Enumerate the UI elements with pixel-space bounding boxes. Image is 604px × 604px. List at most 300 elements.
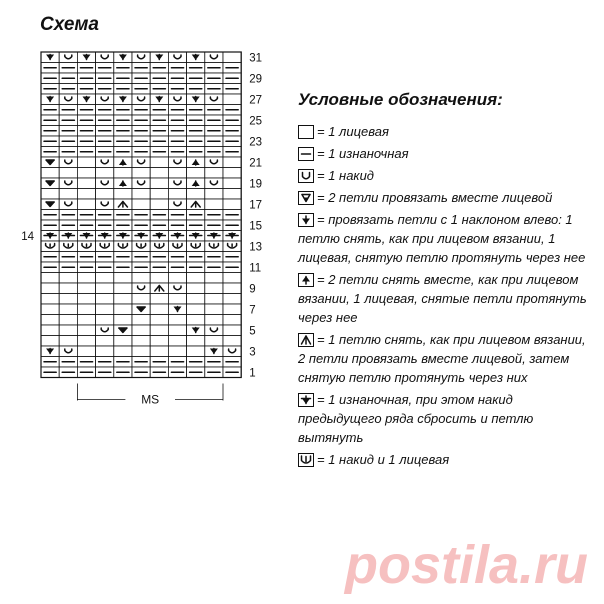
k2tog-cell — [132, 304, 150, 315]
purl-cell — [168, 73, 186, 84]
knit-cell — [59, 325, 77, 336]
chart-row — [41, 262, 241, 273]
legend-item — [298, 144, 588, 163]
purl-cell — [168, 84, 186, 95]
purl-cell — [114, 262, 132, 273]
row-number: 3 — [249, 346, 256, 359]
knit-cell — [223, 304, 241, 315]
knit-cell — [223, 168, 241, 179]
yarn-over-cell — [96, 325, 114, 336]
purl-cell — [168, 252, 186, 263]
purl-cell — [77, 105, 95, 116]
yarn-over-cell — [59, 178, 77, 189]
central-double-decrease-cell — [187, 157, 205, 168]
knit-cell — [223, 189, 241, 200]
purl-cell — [96, 367, 114, 378]
knit-cell — [168, 315, 186, 326]
knit-cell — [114, 168, 132, 179]
purl-cell — [77, 136, 95, 147]
knit-cell — [59, 315, 77, 326]
yarn-over-knit-cell — [223, 241, 241, 252]
chart-row — [41, 210, 241, 221]
legend-text: = 1 петлю снять, как при лицевом вязании, 2 петли провязать вместе лицевой, затем снятую петлю протянуть через них — [298, 332, 586, 385]
knit-cell — [77, 315, 95, 326]
k2tog-cell — [114, 325, 132, 336]
knit-cell — [77, 199, 95, 210]
chart-row — [41, 157, 241, 168]
purl-cell — [59, 84, 77, 95]
purl-cell — [96, 210, 114, 221]
chart-row — [41, 346, 241, 357]
legend-item — [298, 210, 588, 267]
purl-cell — [168, 147, 186, 158]
purl-cell — [59, 262, 77, 273]
row-number: 21 — [249, 157, 262, 170]
knit-symbol-icon — [298, 125, 314, 139]
knit-cell — [205, 273, 223, 284]
purl-cell — [96, 252, 114, 263]
knit-cell — [168, 294, 186, 305]
row-number: 23 — [249, 136, 262, 149]
purl-cell — [205, 367, 223, 378]
knit-cell — [150, 189, 168, 200]
legend-text: = 1 изнаночная, при этом накид предыдущего ряда сбросить и петлю вытянуть — [298, 392, 534, 445]
chart-row — [41, 189, 241, 200]
purl-cell — [77, 115, 95, 126]
purl-cell — [205, 210, 223, 221]
yarn-over-knit-cell — [114, 241, 132, 252]
purl-cell — [132, 115, 150, 126]
knit-cell — [41, 325, 59, 336]
purl-drop-cell — [96, 231, 114, 242]
yarn-over-knit-cell — [41, 241, 59, 252]
yarn-over-cell — [168, 178, 186, 189]
purl-cell — [223, 126, 241, 137]
yarn-over-cell — [59, 157, 77, 168]
purl-cell — [150, 210, 168, 221]
decrease-left-cell — [77, 94, 95, 105]
chart-row — [41, 357, 241, 368]
knit-cell — [41, 315, 59, 326]
purl-cell — [132, 262, 150, 273]
knit-cell — [150, 199, 168, 210]
chart-row — [41, 84, 241, 95]
knit-cell — [205, 294, 223, 305]
knit-cell — [150, 178, 168, 189]
decrease-left-cell — [187, 325, 205, 336]
purl-cell — [114, 252, 132, 263]
purl-cell — [132, 252, 150, 263]
purl-cell — [187, 357, 205, 368]
knit-cell — [205, 283, 223, 294]
purl-drop-cell — [59, 231, 77, 242]
purl-cell — [150, 220, 168, 231]
decrease-left-cell — [41, 52, 59, 63]
purl-drop-cell — [205, 231, 223, 242]
chart-row — [41, 199, 241, 210]
purl-cell — [59, 105, 77, 116]
knit-cell — [114, 346, 132, 357]
row-number: 27 — [249, 94, 262, 107]
knit-cell — [223, 315, 241, 326]
purl-cell — [96, 73, 114, 84]
purl-cell — [41, 357, 59, 368]
chart-row — [41, 73, 241, 84]
yarn-over-cell — [96, 94, 114, 105]
chart-row — [41, 273, 241, 284]
yarn-over-cell — [96, 52, 114, 63]
legend-item — [298, 188, 588, 207]
yarn-over-cell — [96, 157, 114, 168]
purl-cell — [59, 367, 77, 378]
legend-text: = 1 накид — [317, 168, 374, 183]
knit-cell — [205, 168, 223, 179]
purl-cell — [41, 367, 59, 378]
purl-cell — [59, 73, 77, 84]
decrease-left-cell — [41, 94, 59, 105]
knit-cell — [132, 294, 150, 305]
slip-k2tog-psso-symbol-icon — [298, 333, 314, 347]
knit-cell — [187, 294, 205, 305]
decrease-left-symbol-icon — [298, 213, 314, 227]
central-double-decrease-cell — [187, 178, 205, 189]
purl-drop-symbol-icon — [298, 393, 314, 407]
knit-cell — [168, 189, 186, 200]
purl-cell — [59, 126, 77, 137]
chart-row — [41, 315, 241, 326]
row-number: 14 — [21, 231, 34, 243]
knit-cell — [77, 294, 95, 305]
yarn-over-cell — [205, 178, 223, 189]
purl-cell — [59, 252, 77, 263]
purl-cell — [41, 105, 59, 116]
purl-cell — [150, 252, 168, 263]
yarn-over-cell — [59, 346, 77, 357]
chart-row — [41, 294, 241, 305]
knit-cell — [187, 283, 205, 294]
yarn-over-cell — [59, 52, 77, 63]
purl-cell — [96, 105, 114, 116]
yarn-over-cell — [96, 178, 114, 189]
purl-cell — [205, 147, 223, 158]
legend-item — [298, 270, 588, 327]
row-number: 31 — [249, 52, 262, 65]
decrease-left-cell — [41, 346, 59, 357]
k2tog-cell — [41, 157, 59, 168]
purl-cell — [223, 84, 241, 95]
purl-cell — [132, 105, 150, 116]
purl-drop-cell — [77, 231, 95, 242]
purl-cell — [187, 210, 205, 221]
knit-cell — [59, 294, 77, 305]
purl-cell — [96, 220, 114, 231]
purl-cell — [77, 252, 95, 263]
knit-cell — [59, 168, 77, 179]
chart-row — [41, 220, 241, 231]
knit-cell — [114, 304, 132, 315]
purl-cell — [150, 357, 168, 368]
legend-title: Условные обозначения: — [298, 90, 503, 109]
purl-drop-cell — [132, 231, 150, 242]
knit-cell — [168, 336, 186, 347]
purl-cell — [77, 220, 95, 231]
purl-cell — [187, 220, 205, 231]
knit-cell — [205, 189, 223, 200]
chart-row — [41, 241, 241, 252]
knit-cell — [205, 315, 223, 326]
purl-cell — [41, 84, 59, 95]
purl-cell — [223, 105, 241, 116]
chart-row — [41, 336, 241, 347]
purl-cell — [187, 252, 205, 263]
yarn-over-knit-cell — [168, 241, 186, 252]
knit-cell — [223, 157, 241, 168]
purl-drop-cell — [150, 231, 168, 242]
knit-cell — [223, 325, 241, 336]
knit-cell — [77, 178, 95, 189]
purl-cell — [114, 73, 132, 84]
purl-cell — [77, 63, 95, 74]
legend-text: = 1 лицевая — [317, 124, 389, 139]
purl-drop-cell — [187, 231, 205, 242]
knit-cell — [187, 346, 205, 357]
slip-k2tog-psso-cell — [114, 199, 132, 210]
purl-cell — [223, 147, 241, 158]
knit-cell — [114, 273, 132, 284]
knit-cell — [77, 304, 95, 315]
knit-cell — [77, 346, 95, 357]
knit-cell — [187, 168, 205, 179]
purl-cell — [41, 126, 59, 137]
yarn-over-knit-cell — [59, 241, 77, 252]
knit-cell — [96, 168, 114, 179]
yarn-over-knit-cell — [205, 241, 223, 252]
purl-cell — [205, 105, 223, 116]
knit-cell — [168, 325, 186, 336]
k2tog-cell — [41, 199, 59, 210]
knit-cell — [59, 336, 77, 347]
purl-cell — [187, 105, 205, 116]
purl-cell — [41, 210, 59, 221]
purl-cell — [96, 84, 114, 95]
knit-cell — [41, 273, 59, 284]
knit-cell — [150, 346, 168, 357]
purl-cell — [223, 357, 241, 368]
purl-cell — [132, 367, 150, 378]
purl-symbol-icon — [298, 147, 314, 161]
knit-cell — [150, 168, 168, 179]
knit-cell — [132, 336, 150, 347]
row-number: 1 — [249, 367, 256, 380]
row-number: 7 — [249, 304, 256, 317]
purl-cell — [41, 115, 59, 126]
slip-k2tog-psso-cell — [187, 199, 205, 210]
purl-cell — [168, 126, 186, 137]
knit-cell — [59, 304, 77, 315]
row-number: 15 — [249, 220, 262, 233]
purl-cell — [168, 210, 186, 221]
chart-row — [41, 231, 241, 242]
decrease-left-cell — [205, 346, 223, 357]
purl-cell — [132, 147, 150, 158]
legend-item — [298, 166, 588, 185]
decrease-left-cell — [168, 304, 186, 315]
purl-cell — [187, 115, 205, 126]
yarn-over-knit-cell — [150, 241, 168, 252]
chart-row — [41, 126, 241, 137]
knit-cell — [96, 189, 114, 200]
purl-cell — [168, 262, 186, 273]
purl-cell — [205, 262, 223, 273]
yarn-over-cell — [168, 199, 186, 210]
purl-cell — [223, 210, 241, 221]
purl-cell — [96, 357, 114, 368]
knit-cell — [114, 336, 132, 347]
chart-row — [41, 367, 241, 378]
purl-cell — [150, 367, 168, 378]
central-double-decrease-cell — [114, 157, 132, 168]
purl-cell — [150, 136, 168, 147]
purl-cell — [205, 357, 223, 368]
row-number: 19 — [249, 178, 262, 191]
yarn-over-knit-cell — [132, 241, 150, 252]
knit-cell — [223, 294, 241, 305]
chart-row — [41, 105, 241, 116]
purl-cell — [205, 63, 223, 74]
knit-cell — [132, 346, 150, 357]
chart-row — [41, 63, 241, 74]
knit-cell — [96, 346, 114, 357]
purl-cell — [77, 262, 95, 273]
purl-cell — [223, 73, 241, 84]
knit-cell — [205, 199, 223, 210]
knit-cell — [205, 304, 223, 315]
purl-cell — [96, 126, 114, 137]
central-double-decrease-cell — [114, 178, 132, 189]
knit-cell — [114, 315, 132, 326]
decrease-left-cell — [114, 52, 132, 63]
yarn-over-cell — [168, 283, 186, 294]
purl-cell — [150, 115, 168, 126]
purl-cell — [114, 220, 132, 231]
yarn-over-symbol-icon — [298, 169, 314, 183]
purl-cell — [223, 367, 241, 378]
knit-cell — [96, 315, 114, 326]
purl-cell — [132, 73, 150, 84]
knit-cell — [132, 189, 150, 200]
purl-cell — [150, 73, 168, 84]
purl-drop-cell — [168, 231, 186, 242]
purl-cell — [205, 220, 223, 231]
purl-cell — [150, 126, 168, 137]
legend — [298, 122, 588, 472]
knit-cell — [77, 336, 95, 347]
purl-cell — [114, 63, 132, 74]
chart-row — [41, 115, 241, 126]
knit-cell — [77, 283, 95, 294]
purl-cell — [132, 357, 150, 368]
purl-cell — [187, 136, 205, 147]
knit-cell — [96, 336, 114, 347]
legend-item — [298, 122, 588, 141]
purl-cell — [77, 367, 95, 378]
purl-cell — [77, 126, 95, 137]
knit-cell — [223, 199, 241, 210]
knit-cell — [168, 273, 186, 284]
purl-cell — [114, 367, 132, 378]
chart-row — [41, 178, 241, 189]
legend-text: = 1 изнаночная — [317, 146, 409, 161]
knit-cell — [187, 304, 205, 315]
chart-row — [41, 94, 241, 105]
chart-title: Схема — [40, 14, 100, 35]
purl-cell — [168, 220, 186, 231]
k2tog-symbol-icon — [298, 191, 314, 205]
knit-cell — [187, 315, 205, 326]
legend-text: = 2 петли снять вместе, как при лицевом вязании, 1 лицевая, снятые петли протянуть через нее — [298, 272, 587, 325]
yarn-over-cell — [205, 157, 223, 168]
yarn-over-cell — [168, 94, 186, 105]
purl-cell — [59, 220, 77, 231]
purl-cell — [223, 220, 241, 231]
knit-cell — [114, 283, 132, 294]
purl-cell — [96, 63, 114, 74]
ms-label: MS — [141, 392, 160, 407]
knit-cell — [96, 294, 114, 305]
knit-cell — [187, 273, 205, 284]
knit-cell — [96, 283, 114, 294]
legend-item — [298, 390, 588, 447]
knit-cell — [77, 168, 95, 179]
purl-cell — [132, 84, 150, 95]
purl-cell — [150, 63, 168, 74]
purl-cell — [96, 262, 114, 273]
knit-cell — [77, 157, 95, 168]
yarn-over-cell — [205, 52, 223, 63]
knit-cell — [150, 294, 168, 305]
knit-cell — [168, 168, 186, 179]
yarn-over-cell — [168, 157, 186, 168]
central-double-decrease-symbol-icon — [298, 273, 314, 287]
knit-cell — [187, 189, 205, 200]
knit-cell — [59, 189, 77, 200]
purl-cell — [223, 136, 241, 147]
purl-cell — [41, 63, 59, 74]
decrease-left-cell — [150, 52, 168, 63]
knit-cell — [114, 189, 132, 200]
row-number: 25 — [249, 115, 262, 128]
row-number: 13 — [249, 241, 262, 254]
yarn-over-knit-cell — [77, 241, 95, 252]
purl-cell — [132, 136, 150, 147]
purl-cell — [132, 63, 150, 74]
knit-cell — [223, 178, 241, 189]
legend-text: = 2 петли провязать вместе лицевой — [317, 190, 553, 205]
knit-cell — [41, 168, 59, 179]
knit-cell — [223, 336, 241, 347]
purl-cell — [77, 210, 95, 221]
decrease-left-cell — [114, 94, 132, 105]
purl-cell — [114, 105, 132, 116]
yarn-over-cell — [59, 94, 77, 105]
decrease-left-cell — [187, 52, 205, 63]
purl-cell — [168, 105, 186, 116]
purl-cell — [96, 115, 114, 126]
purl-cell — [114, 84, 132, 95]
purl-drop-cell — [223, 231, 241, 242]
purl-cell — [205, 73, 223, 84]
purl-cell — [223, 115, 241, 126]
